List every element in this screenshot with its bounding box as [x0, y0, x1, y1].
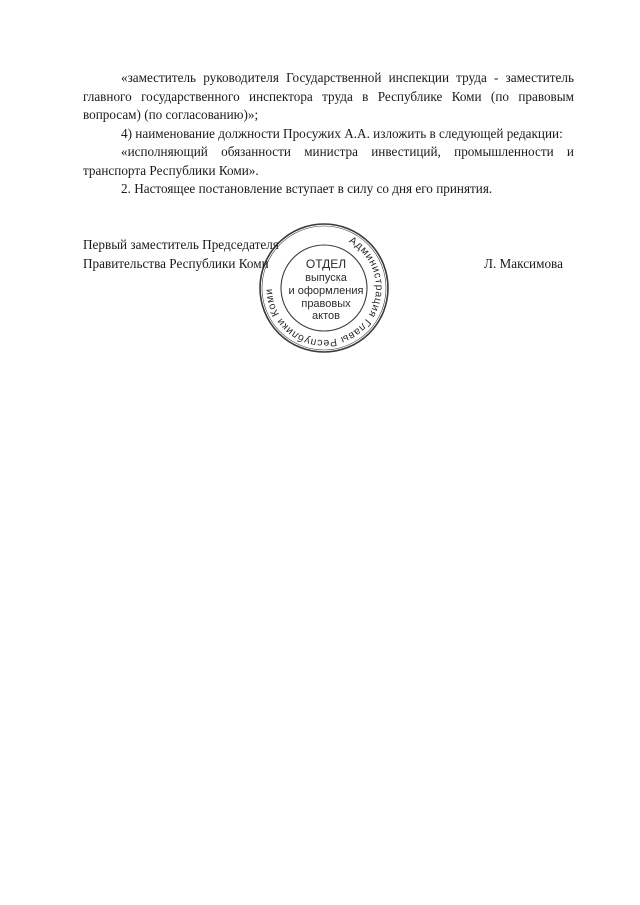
signatory-title-line-1: Первый заместитель Председателя: [83, 237, 279, 252]
paragraph-acting-minister-title: «исполняющий обязанности министра инвестиций, промышленности и транспорта Республики Коми».: [83, 144, 574, 178]
signatory-title: [83, 236, 279, 273]
signatory-name: Л. Максимова: [484, 255, 563, 271]
stamp-line-2: выпуска: [305, 272, 347, 284]
paragraph-item-4: 4) наименование должности Просужих А.А. изложить в следующей редакции:: [121, 125, 563, 141]
signatory-title-line-2: Правительства Республики Коми: [83, 255, 269, 271]
stamp-line-5: актов: [312, 310, 340, 322]
paragraph-deputy-head-title: «заместитель руководителя Государственной инспекции труда - заместитель главного государственного инспектора труда в Республике Коми (по правовым вопросам) (по согласованию)»;: [83, 70, 574, 122]
stamp-line-3: и оформления: [288, 285, 364, 297]
stamp-ring-text: Администрация Главы Республики Коми: [262, 234, 386, 350]
stamp-line-4: правовых: [301, 298, 351, 310]
document-body: [83, 69, 574, 199]
paragraph-effective-date: 2. Настоящее постановление вступает в силу со дня его принятия.: [121, 181, 493, 196]
stamp-line-1: ОТДЕЛ: [305, 257, 347, 271]
